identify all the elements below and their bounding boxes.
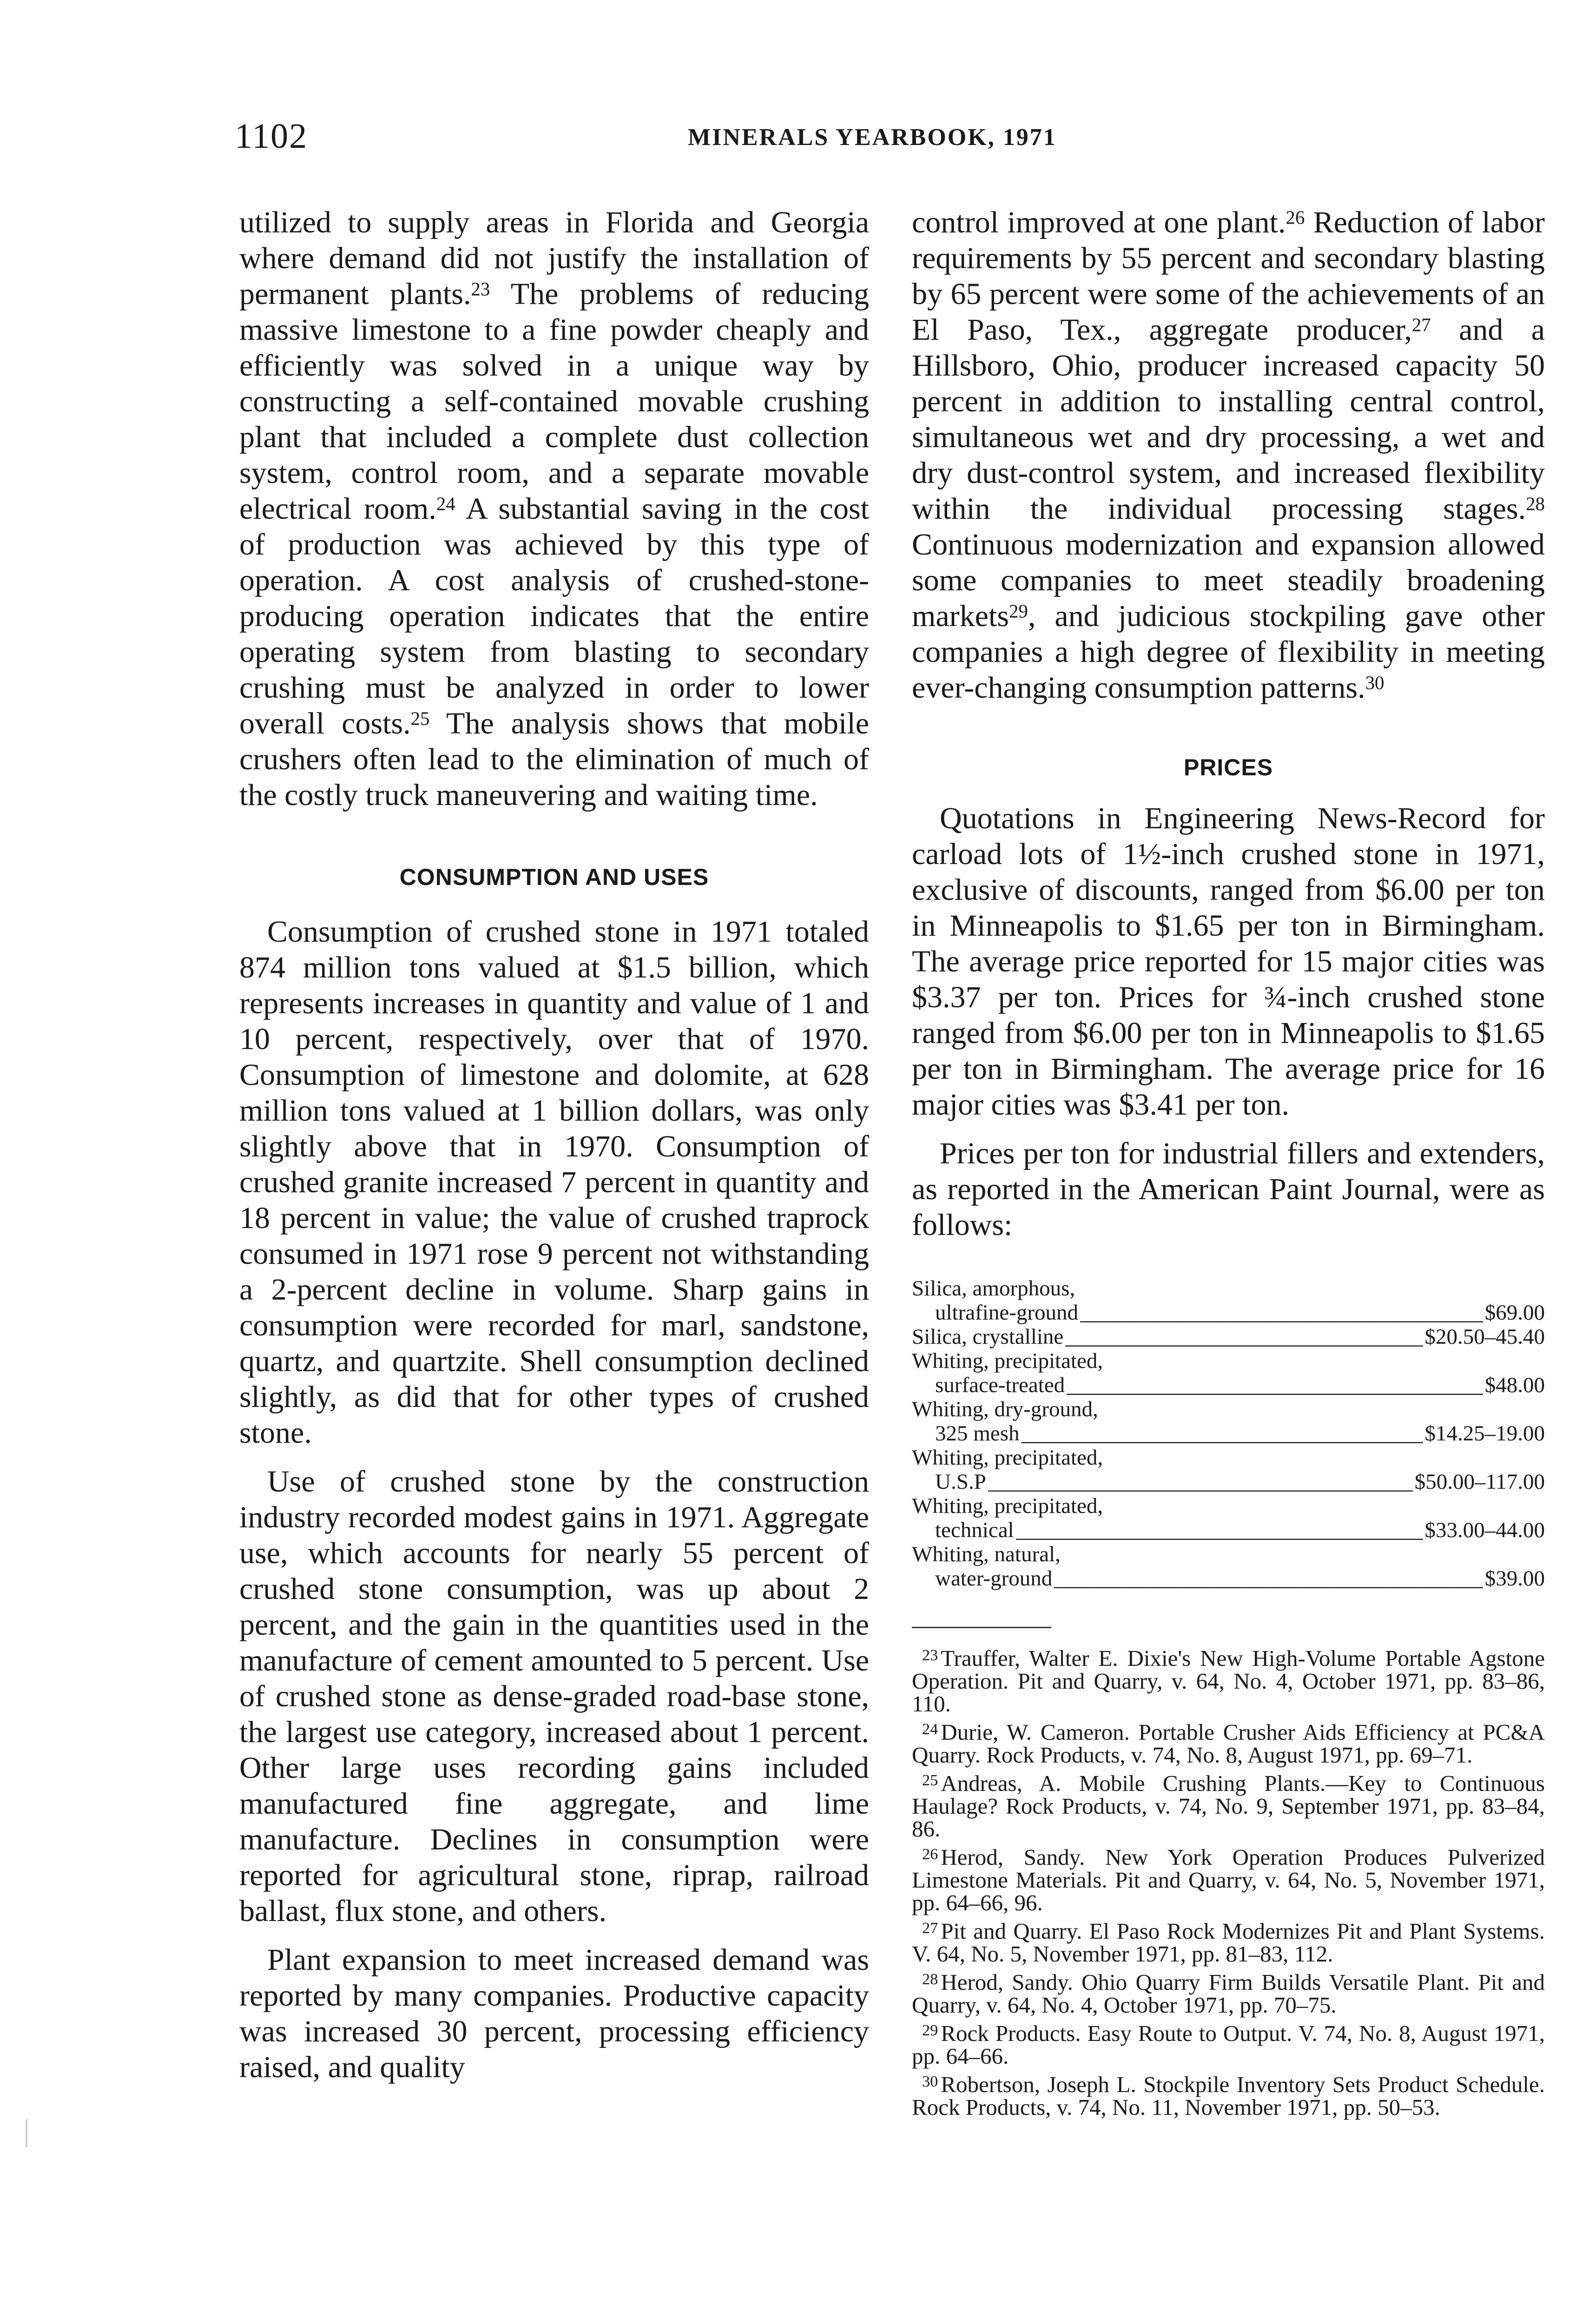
price-entry [912, 1325, 1545, 1349]
price-entry [912, 1542, 1545, 1591]
price-item-name: Silica, crystalline [912, 1325, 1064, 1349]
price-item-sub: surface-treated [935, 1373, 1065, 1397]
footnote-text: Trauffer, Walter E. Dixie's New High-Volume Portable Agstone Operation. Pit and Quarry, v. 64, No. 4, October 1971, pp. 83–86, 110. [912, 1645, 1545, 1717]
price-item-sub: water-ground [935, 1566, 1053, 1591]
footnote-text: Durie, W. Cameron. Portable Crusher Aids Efficiency at PC&A Quarry. Rock Products, v. 74, No. 8, August 1971, pp. 69–71. [912, 1719, 1545, 1768]
page-number: 1102 [235, 117, 308, 156]
construction-use-paragraph: Use of crushed stone by the construction industry recorded modest gains in 1971. Aggregate use, which accounts for nearly 55 percent of crushed stone consumption, was up about 2 percent, and the gain in the quantities used in the manufacture of cement amounted to 5 percent. Use of crushed stone as dense-graded road-base stone, the largest use category, increased about 1 percent. Other large uses recording gains included manufactured fine aggregate, and lime manufacture. Declines in consumption were reported for agricultural stone, riprap, railroad ballast, flux stone, and others. [239, 1465, 869, 1928]
price-item-name: Whiting, precipitated, [912, 1494, 1103, 1518]
footnote-text: Pit and Quarry. El Paso Rock Modernizes Pit and Plant Systems. V. 64, No. 5, November 1971, pp. 81–83, 112. [912, 1918, 1545, 1967]
scan-margin-mark [26, 2119, 27, 2147]
footnote-number: 27 [922, 1919, 938, 1937]
footnote-item [912, 1968, 1545, 2016]
price-value: $39.00 [1484, 1566, 1545, 1591]
footnote-number: 29 [922, 2021, 938, 2039]
intro-paragraph: utilized to supply areas in Florida and Georgia where demand did not justify the installation of permanent plants.$^{23}$ The problems of reducing massive limestone to a fine powder cheaply and efficiently was solved in a unique way by constructing a self-contained movable crushing plant that included a complete dust collection system, control room, and a separate movable electrical room.$^{24}$ A substantial saving in the cost of production was achieved by this type of operation. A cost analysis of crushed-stone-producing operation indicates that the entire operating system from blasting to secondary crushing must be analyzed in order to lower overall costs.$^{25}$ The analysis shows that mobile crushers often lead to the elimination of much of the costly truck maneuvering and waiting time. [239, 205, 870, 812]
footnote-number: 30 [922, 2073, 938, 2090]
consumption-paragraph: Consumption of crushed stone in 1971 totaled 874 million tons valued at $1.5 billion, which represents increases in quantity and value of 1 and 10 percent, respectively, over that of 1970. Consumption of limestone and dolomite, at 628 million tons valued at 1 billion dollars, was only slightly above that in 1970. Consumption of crushed granite increased 7 percent in quantity and 18 percent in value; the value of crushed traprock consumed in 1971 rose 9 percent not withstanding a 2-percent decline in volume. Sharp gains in consumption were recorded for marl, sandstone, quartz, and quartzite. Shell consumption declined slightly, as did that for other types of crushed stone. [239, 915, 869, 1450]
price-entry [912, 1446, 1545, 1494]
price-entry [912, 1276, 1545, 1325]
footnote-item [912, 1718, 1545, 1766]
continuation-paragraph: control improved at one plant.$^{26}$ Reduction of labor requirements by 55 percent and secondary blasting by 65 percent were some of the achievements of an El Paso, Tex., aggregate producer,$^{27}$ and a Hillsboro, Ohio, producer increased capacity 50 percent in addition to installing central control, simultaneous wet and dry processing, a wet and dry dust-control system, and increased flexibility within the individual processing stages.$^{28}$ Continuous modernization and expansion allowed some companies to meet steadily broadening markets$^{29}$, and judicious stockpiling gave other companies a high degree of flexibility in meeting ever-changing consumption patterns.$^{30}$ [912, 205, 1545, 705]
price-value: $69.00 [1484, 1301, 1545, 1325]
price-entry [912, 1494, 1545, 1542]
consumption-heading: CONSUMPTION AND USES [399, 864, 709, 890]
footnote-item [912, 1769, 1545, 1840]
price-item-sub: U.S.P [935, 1470, 986, 1494]
fillers-paragraph: Prices per ton for industrial fillers and extenders, as reported in the American Paint Journal, were as follows: [912, 1136, 1545, 1242]
right-column [912, 205, 1545, 2121]
price-item-name: Silica, amorphous, [912, 1276, 1075, 1301]
price-entry [912, 1397, 1545, 1446]
price-item-sub: technical [935, 1518, 1014, 1542]
footnote-ref: 26 [1286, 207, 1305, 228]
left-column [239, 205, 869, 2085]
price-item-name: Whiting, dry-ground, [912, 1397, 1098, 1421]
footnote-text: Herod, Sandy. New York Operation Produces Pulverized Limestone Materials. Pit and Quarry, v. 64, No. 5, November 1971, pp. 64–66, 96. [912, 1844, 1545, 1915]
price-value: $50.00–117.00 [1414, 1470, 1545, 1494]
footnote-item [912, 1917, 1545, 1965]
footnote-item [912, 1644, 1545, 1715]
price-value: $14.25–19.00 [1424, 1421, 1545, 1446]
price-list [912, 1276, 1545, 1591]
footnote-number: 28 [922, 1970, 938, 1988]
footnote-item [912, 2070, 1545, 2119]
plant-expansion-paragraph: Plant expansion to meet increased demand was reported by many companies. Productive capacity was increased 30 percent, processing efficiency raised, and quality [239, 1943, 869, 2084]
footnote-ref: 23 [471, 278, 490, 300]
price-value: $33.00–44.00 [1424, 1518, 1545, 1542]
footnote-ref: 27 [1411, 314, 1431, 336]
footnote-number: 23 [922, 1646, 938, 1664]
footnote-number: 25 [922, 1771, 938, 1789]
footnote-number: 26 [922, 1845, 938, 1863]
footnote-item [912, 2019, 1545, 2067]
prices-paragraph: Quotations in Engineering News-Record for carload lots of 1½-inch crushed stone in 1971, exclusive of discounts, ranged from $6.00 per ton in Minneapolis to $1.65 per ton in Birmingham. The average price reported for 15 major cities was $3.37 per ton. Prices for ¾-inch crushed stone ranged from $6.00 per ton in Minneapolis to $1.65 per ton in Birmingham. The average price for 16 major cities was $3.41 per ton. [912, 801, 1545, 1122]
footnote-ref: 28 [1526, 493, 1545, 515]
footnote-ref: 25 [410, 708, 430, 729]
price-value: $48.00 [1484, 1373, 1545, 1397]
footnote-text: Robertson, Joseph L. Stockpile Inventory Sets Product Schedule. Rock Products, v. 74, No. 11, November 1971, pp. 50–53. [912, 2072, 1545, 2120]
footnote-item [912, 1843, 1545, 1914]
footnotes [912, 1644, 1545, 2119]
footnote-number: 24 [922, 1720, 938, 1738]
price-item-name: Whiting, precipitated, [912, 1349, 1103, 1373]
price-item-sub: 325 mesh [935, 1421, 1020, 1446]
price-item-sub: ultrafine-ground [935, 1301, 1079, 1325]
footnote-ref: 29 [1009, 601, 1028, 622]
price-entry [912, 1349, 1545, 1397]
prices-heading: PRICES [1183, 754, 1273, 780]
footnote-text: Andreas, A. Mobile Crushing Plants.—Key to Continuous Haulage? Rock Products, v. 74, No. 9, September 1971, pp. 83–84, 86. [912, 1770, 1545, 1842]
price-value: $20.50–45.40 [1424, 1325, 1545, 1349]
footnote-text: Rock Products. Easy Route to Output. V. 74, No. 8, August 1971, pp. 64–66. [912, 2020, 1545, 2069]
price-item-name: Whiting, precipitated, [912, 1446, 1103, 1470]
price-item-name: Whiting, natural, [912, 1542, 1061, 1566]
footnote-text: Herod, Sandy. Ohio Quarry Firm Builds Versatile Plant. Pit and Quarry, v. 64, No. 4, October 1971, pp. 70–75. [912, 1969, 1545, 2018]
footnote-ref: 30 [1365, 672, 1385, 693]
footnote-ref: 24 [436, 493, 455, 515]
footnote-divider [912, 1627, 1051, 1628]
running-title: MINERALS YEARBOOK, 1971 [688, 124, 1057, 151]
